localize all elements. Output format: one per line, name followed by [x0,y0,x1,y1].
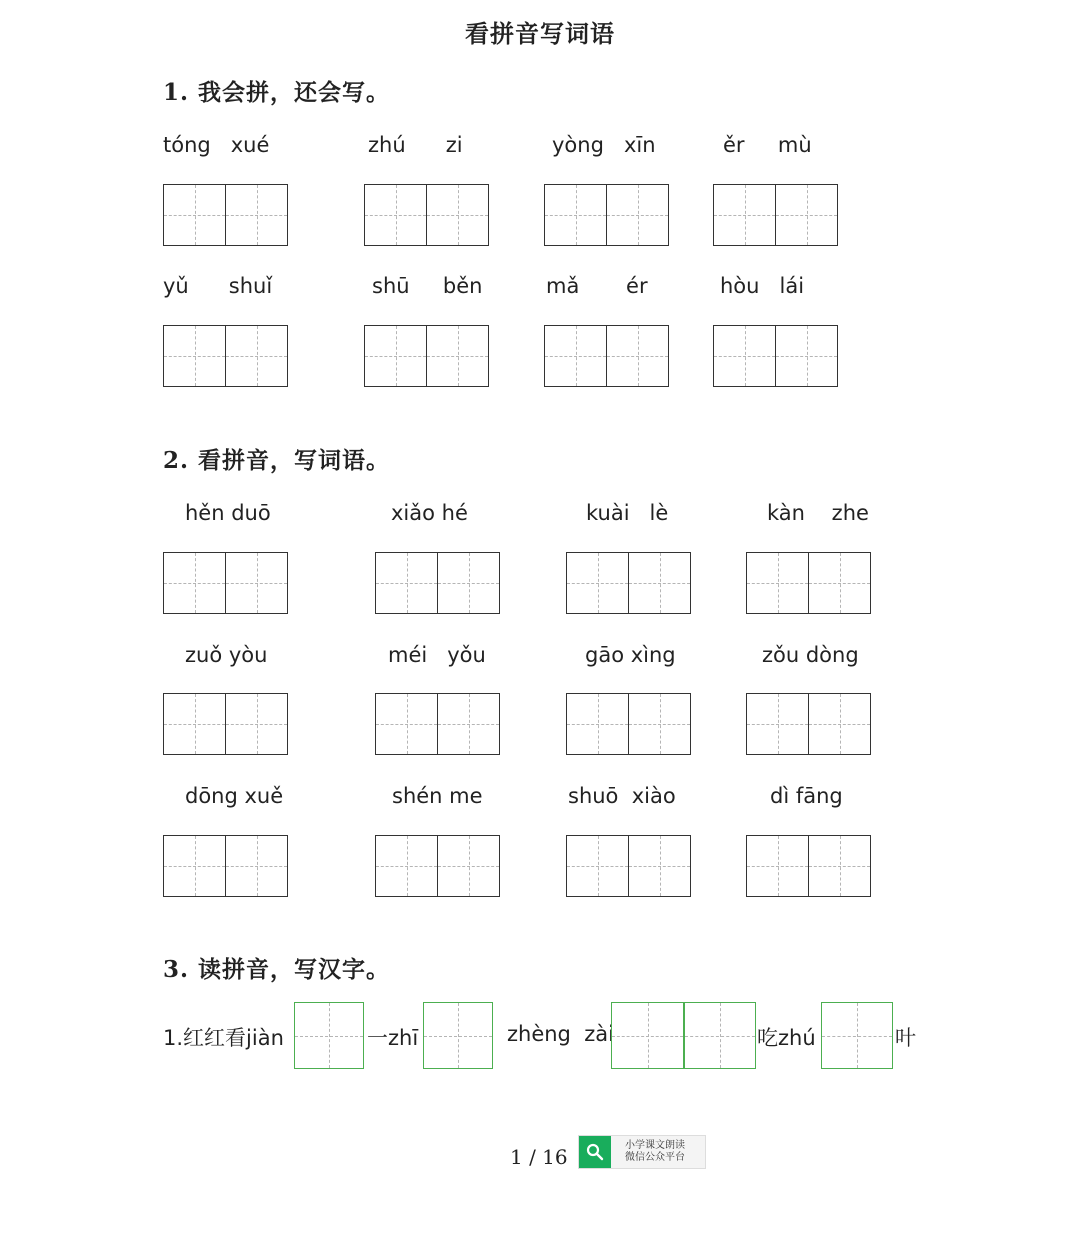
writing-grid[interactable] [163,835,288,897]
pinyin-label: dōng xuě [185,784,284,808]
logo-line-2: 微信公众平台 [625,1152,685,1163]
watermark-logo [578,1135,706,1169]
writing-grid[interactable] [713,184,838,246]
pinyin-label: shén me [392,784,483,808]
answer-box[interactable] [821,1002,893,1069]
page-title: 看拼音写词语 [465,19,615,48]
writing-grid[interactable] [566,693,691,755]
pinyin-label: dì fāng [770,784,843,808]
writing-grid[interactable] [566,552,691,614]
search-icon [579,1136,611,1168]
pinyin-label: hěn duō [185,501,271,525]
writing-grid[interactable] [375,693,500,755]
sentence-text: zhèng zài [507,1022,614,1046]
writing-grid[interactable] [746,552,871,614]
writing-grid[interactable] [713,325,838,387]
sentence-text: 1.红红看jiàn [163,1026,284,1050]
logo-line-1: 小学课文朗读 [625,1140,685,1151]
sentence-text: 叶 [895,1026,916,1050]
writing-grid[interactable] [566,835,691,897]
pinyin-label: shuō xiào [568,784,676,808]
pinyin-label: xiǎo hé [391,501,468,525]
pinyin-label: shū běn [372,274,483,298]
pinyin-label: mǎ ér [546,274,648,298]
page-number: 1 / 16 [510,1145,568,1169]
answer-box[interactable] [423,1002,493,1069]
pinyin-label: tóng xué [163,133,270,157]
writing-grid[interactable] [544,184,669,246]
pinyin-label: gāo xìng [585,643,676,667]
answer-box[interactable] [294,1002,364,1069]
writing-grid[interactable] [544,325,669,387]
pinyin-label: ěr mù [723,133,812,157]
section-3-heading: 3. 读拼音，写汉字。 [163,956,391,983]
answer-box[interactable] [611,1002,684,1069]
pinyin-label: méi yǒu [388,643,486,667]
sentence-text: 一zhī [367,1026,419,1050]
writing-grid[interactable] [163,552,288,614]
writing-grid[interactable] [375,835,500,897]
writing-grid[interactable] [364,325,489,387]
writing-grid[interactable] [364,184,489,246]
section-1-heading: 1. 我会拼，还会写。 [163,79,391,106]
sentence-text: 吃zhú [757,1026,816,1050]
answer-box[interactable] [684,1002,756,1069]
writing-grid[interactable] [163,184,288,246]
pinyin-label: zhú zi [368,133,463,157]
pinyin-label: kàn zhe [767,501,869,525]
pinyin-label: hòu lái [720,274,805,298]
pinyin-label: yòng xīn [552,133,656,157]
pinyin-label: zǒu dòng [762,643,859,667]
pinyin-label: zuǒ yòu [185,643,268,667]
pinyin-label: kuài lè [586,501,669,525]
pinyin-label: yǔ shuǐ [163,274,273,298]
writing-grid[interactable] [375,552,500,614]
writing-grid[interactable] [746,693,871,755]
section-2-heading: 2. 看拼音，写词语。 [163,447,391,474]
writing-grid[interactable] [163,693,288,755]
writing-grid[interactable] [163,325,288,387]
writing-grid[interactable] [746,835,871,897]
